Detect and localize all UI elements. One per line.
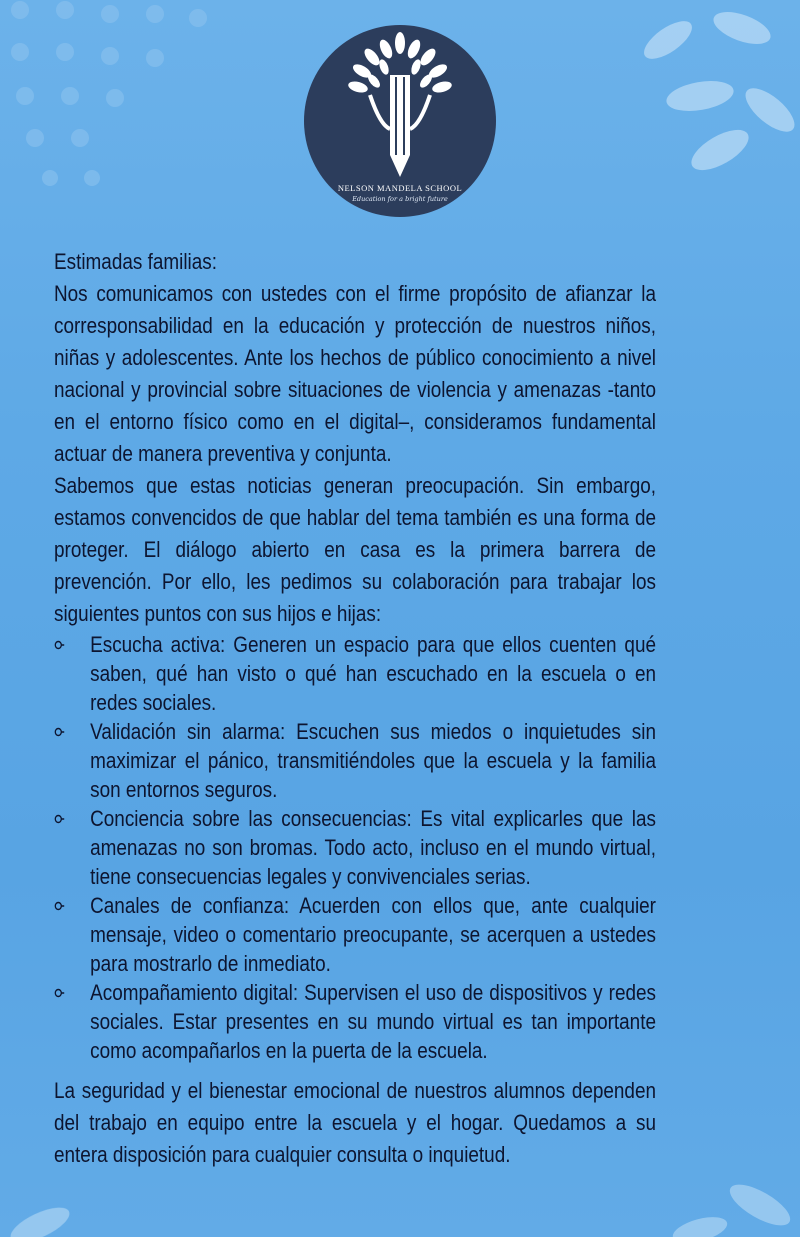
letter-closing: La seguridad y el bienestar emocional de nuestros alumnos dependen del trabajo en equipo entre la escuela y el hogar. Quedamos a su entera disposición para cualquier consulta o inquietud. [54, 1078, 656, 1167]
letter-paragraph: Nos comunicamos con ustedes con el firme propósito de afianzar la corresponsabilidad en la educación y protección de nuestros niños, niñas y adolescentes. Ante los hechos de público conocimiento a nivel nacional y provincial sobre situaciones de violencia y amenazas -tanto en el entorno físico como en el digital–, consideramos fundamental actuar de manera preventiva y conjunta. [54, 281, 656, 466]
bullet-icon [54, 804, 66, 833]
recommendation-list [54, 630, 656, 1065]
bullet-icon [54, 717, 66, 746]
dot-pattern [11, 1, 207, 186]
list-item [54, 717, 656, 804]
bullet-icon [54, 630, 66, 659]
school-tagline: Education for a bright future [352, 195, 448, 203]
leaf-pattern-bottom [6, 1177, 796, 1237]
list-item-text: Canales de confianza: Acuerden con ellos que, ante cualquier mensaje, video o comentario preocupante, se acerquen a ustedes para mostrarlo de inmediato. [90, 893, 656, 976]
list-item [54, 630, 656, 717]
school-logo [304, 25, 496, 217]
leaf-pattern-top-right [638, 6, 800, 179]
list-item [54, 978, 656, 1065]
list-item-text: Escucha activa: Generen un espacio para que ellos cuenten qué saben, qué han visto o qué han escuchado en la escuela o en redes sociales. [90, 632, 656, 715]
letter-paragraph: Sabemos que estas noticias generan preocupación. Sin embargo, estamos convencidos de que hablar del tema también es una forma de proteger. El diálogo abierto en casa es la primera barrera de prevención. Por ello, les pedimos su colaboración para trabajar los siguientes puntos con sus hijos e hijas: [54, 473, 656, 626]
list-item [54, 804, 656, 891]
school-name: NELSON MANDELA SCHOOL [337, 183, 463, 193]
list-item-text: Acompañamiento digital: Supervisen el uso de dispositivos y redes sociales. Estar presentes en su mundo virtual es tan importante como acompañarlos en la puerta de la escuela. [90, 980, 656, 1063]
letter-body [54, 246, 656, 1171]
list-item [54, 891, 656, 978]
bullet-icon [54, 891, 66, 920]
list-item-text: Validación sin alarma: Escuchen sus miedos o inquietudes sin maximizar el pánico, transmitiéndoles que la escuela y la familia son entornos seguros. [90, 719, 656, 802]
letter-greeting: Estimadas familias: [54, 249, 217, 274]
list-item-text: Conciencia sobre las consecuencias: Es vital explicarles que las amenazas no son bromas. Todo acto, incluso en el mundo virtual, tiene consecuencias legales y convivenciales serias. [90, 806, 656, 889]
bullet-icon [54, 978, 66, 1007]
